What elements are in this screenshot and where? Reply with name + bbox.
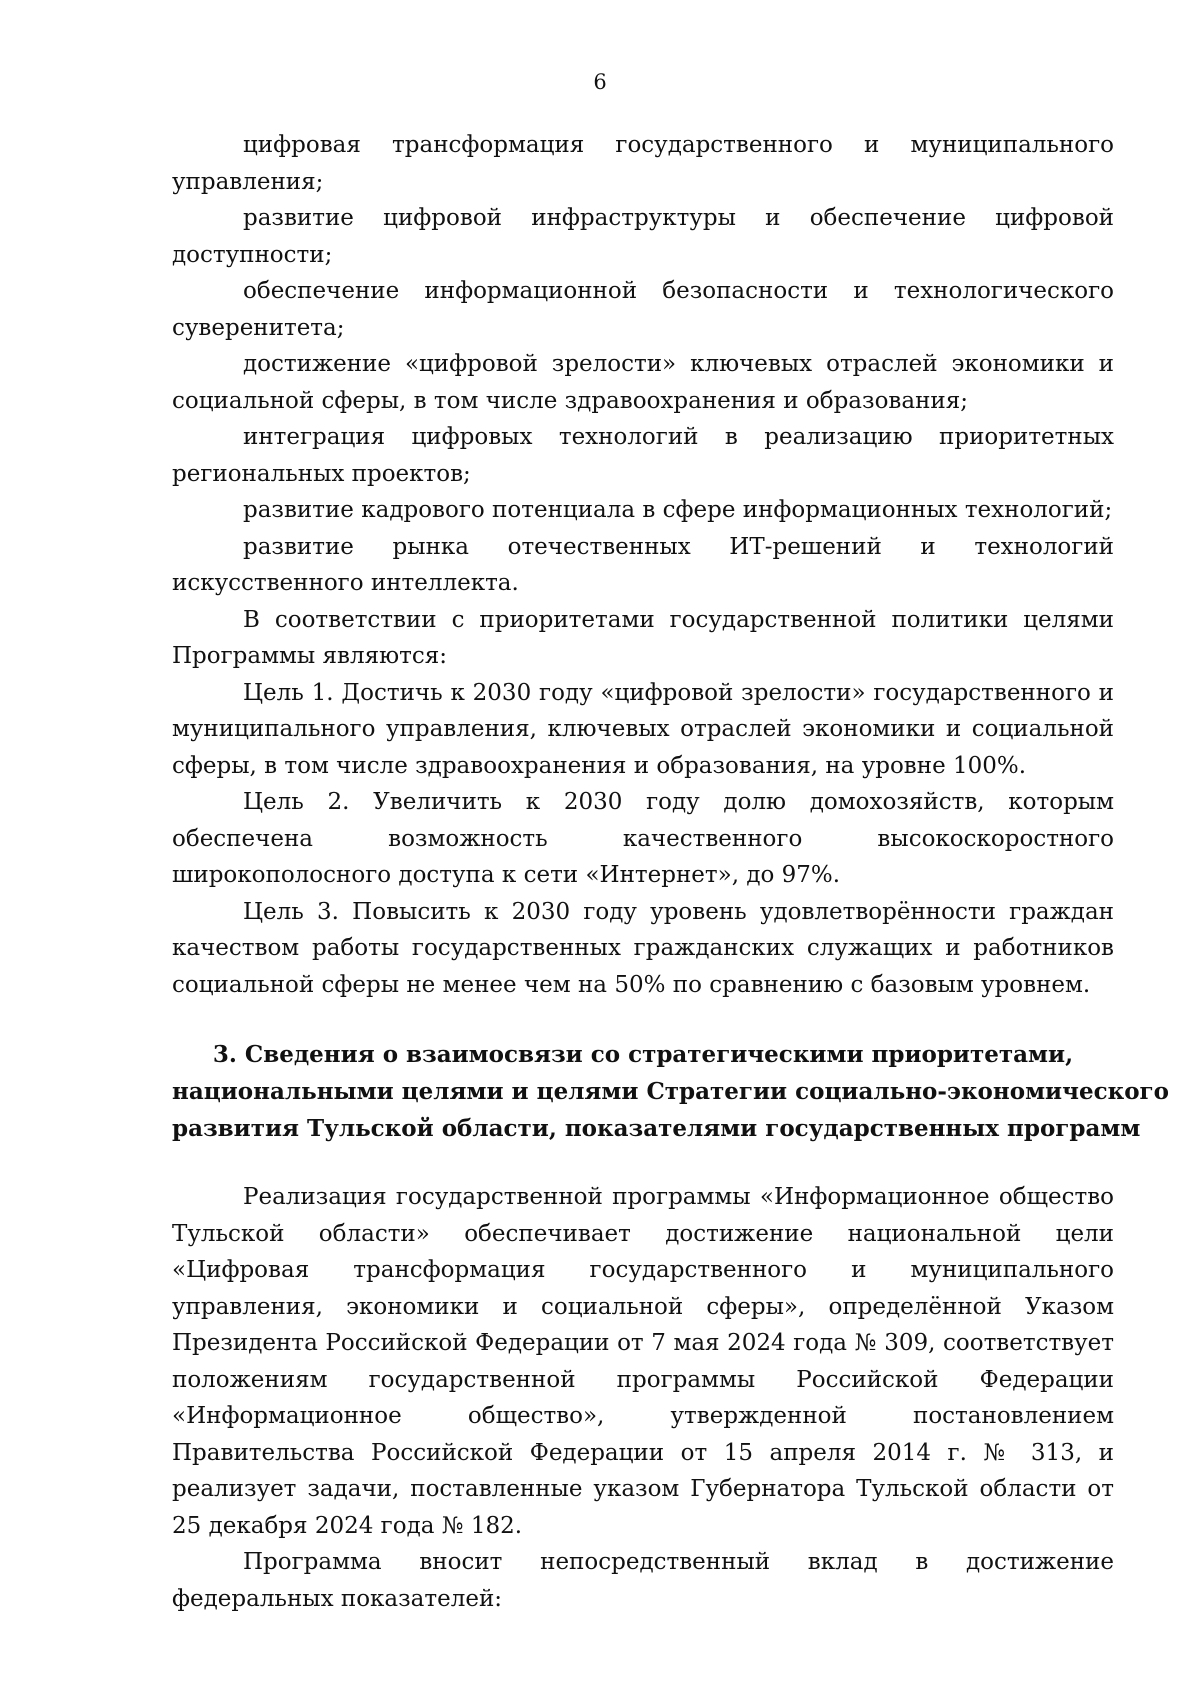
goal-3-paragraph: Цель 3. Повысить к 2030 году уровень удовлетворённости граждан качеством работы государственных гражданских служащих и работников социальной сферы не менее чем на 50% по сравнению с базовым уровнем. xyxy=(172,898,1114,998)
list-item-information-security: обеспечение информационной безопасности и технологического суверенитета; xyxy=(172,278,1114,341)
page-number: 6 xyxy=(593,70,607,94)
list-item-digital-infrastructure: развитие цифровой инфраструктуры и обеспечение цифровой доступности; xyxy=(172,205,1114,268)
goal-2-paragraph: Цель 2. Увеличить к 2030 году долю домохозяйств, которым обеспечена возможность качественного высокоскоростного широкополосного доступа к сети «Интернет», до 97%. xyxy=(172,789,1114,888)
list-item-personnel-potential: развитие кадрового потенциала в сфере информационных технологий; xyxy=(243,497,1113,523)
program-implementation-paragraph: Реализация государственной программы «Информационное общество Тульской области» обеспечивает достижение национальной цели «Цифровая трансформация государственного и муниципального управления, экономики и социальной сферы», определённой Указом Президента Российской Федерации от 7 мая 2024 года № 309, соответствует положениям государственной программы Российской Федерации «Информационное общество», утвержденной постановлением Правительства Российской Федерации от 15 апреля 2014 г. № 313, и реализует задачи, поставленные указом Губернатора Тульской области от 25 декабря 2024 года № 182. xyxy=(172,1184,1114,1539)
section-heading-line: развития Тульской области, показателями государственных программ xyxy=(172,1115,1141,1142)
section-heading-line: 3. Сведения о взаимосвязи со стратегическими приоритетами, xyxy=(212,1041,1074,1068)
goals-intro-paragraph: В соответствии с приоритетами государственной политики целями Программы являются: xyxy=(172,606,1114,669)
document-body xyxy=(172,127,1169,1617)
goal-1-paragraph: Цель 1. Достичь к 2030 году «цифровой зрелости» государственного и муниципального управления, ключевых отраслей экономики и социальной сферы, в том числе здравоохранения и образования, на уровне 100%. xyxy=(172,679,1114,779)
section-heading-line: национальными целями и целями Стратегии социально-экономического xyxy=(172,1078,1169,1105)
federal-indicators-paragraph: Программа вносит непосредственный вклад в достижение федеральных показателей: xyxy=(172,1549,1114,1612)
list-item-digital-maturity: достижение «цифровой зрелости» ключевых отраслей экономики и социальной сферы, в том числе здравоохранения и образования; xyxy=(172,351,1114,414)
list-item-digital-transformation: цифровая трансформация государственного и муниципального управления; xyxy=(172,132,1114,195)
section-3-heading xyxy=(172,1036,1169,1147)
list-item-digital-technologies-integration: интеграция цифровых технологий в реализацию приоритетных региональных проектов; xyxy=(172,424,1114,487)
list-item-domestic-it-market: развитие рынка отечественных ИТ-решений и технологий искусственного интеллекта. xyxy=(172,533,1114,596)
